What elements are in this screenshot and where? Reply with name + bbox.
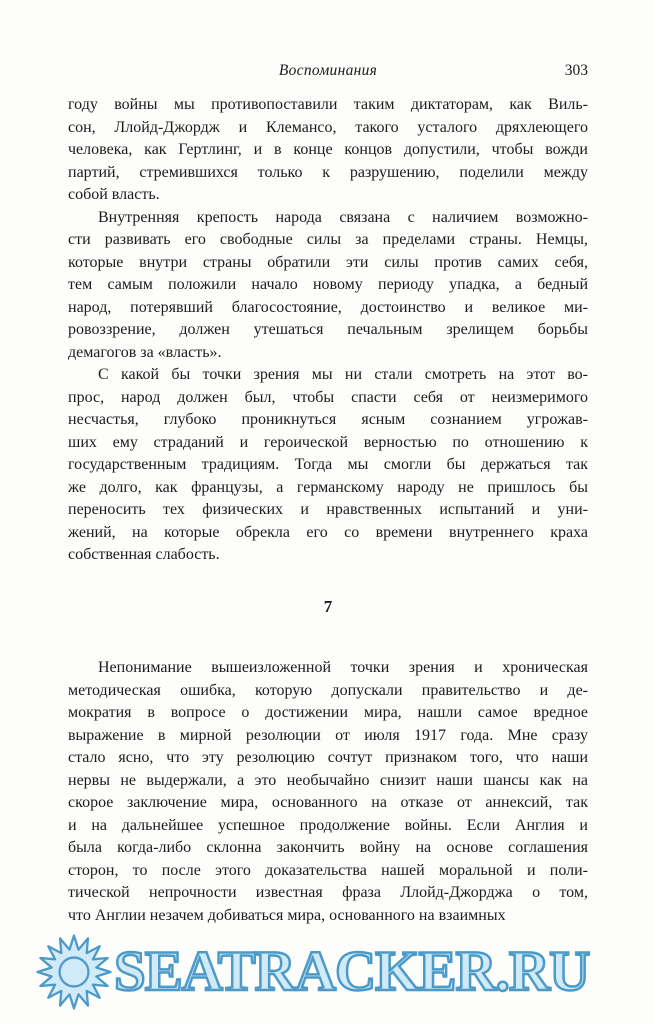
text-line: что Англии незачем добиваться мира, основанного на взаимных xyxy=(68,906,506,924)
section-number: 7 xyxy=(323,596,333,616)
text-line: же долго, как французы, а германскому народу не пришлось бы xyxy=(68,478,588,496)
text-line: собственная слабость. xyxy=(68,546,220,563)
text-line: государственным традициям. Тогда мы смогли бы держаться так xyxy=(68,456,588,473)
text-line: нервы не выдержали, а это необычайно снизит наши шансы как на xyxy=(68,771,588,789)
text-block xyxy=(68,94,588,927)
paragraph xyxy=(68,657,588,927)
text-line: сон, Ллойд-Джордж и Клемансо, такого усталого дряхлеющего xyxy=(68,118,588,136)
text-line: тем самым положили начало новому периоду упадка, а бедный xyxy=(68,276,588,293)
running-head-title: Воспоминания xyxy=(278,62,378,79)
text-line: ровоззрение, должен утешаться печальным зрелищем борьбы xyxy=(68,321,588,338)
paragraph xyxy=(68,207,588,365)
text-line: году войны мы противопоставили таким диктаторам, как Виль- xyxy=(68,96,588,113)
text-line: сти развивать его свободные силы за пределами страны. Немцы, xyxy=(68,231,588,248)
text-line: жений, на которые обрекла его со времени внутреннего краха xyxy=(68,523,588,541)
text-line: сторон, то после этого доказательства нашей моральной и поли- xyxy=(68,861,588,879)
text-line: прос, народ должен был, чтобы спасти себя от неизмеримого xyxy=(68,388,588,406)
text-line: партий, стремившихся только к разрушению, поделили между xyxy=(68,163,588,181)
text-line: Непонимание вышеизложенной точки зрения и хроническая xyxy=(98,659,588,676)
text-line: человека, как Гертлинг, и в конце концов допустили, чтобы вожди xyxy=(68,141,588,158)
running-header xyxy=(68,62,588,82)
paragraph xyxy=(68,364,588,567)
text-line: была когда-либо склонна закончить войну на основе соглашения xyxy=(68,839,588,856)
watermark xyxy=(36,934,589,1010)
text-line: и на дальнейшее успешное продолжение войны. Если Англия и xyxy=(68,816,588,834)
watermark-text: SEATRACKER.RU xyxy=(114,940,590,1003)
sun-burst-icon xyxy=(36,934,112,1010)
text-line: мократия в вопросе о достижении мира, нашли самое вредное xyxy=(68,704,588,721)
text-line: тической непрочности известная фраза Ллойд-Джорджа о том, xyxy=(68,884,588,901)
text-line: Внутренняя крепость народа связана с наличием возможно- xyxy=(98,208,588,226)
text-line: переносить тех физических и нравственных испытаний и уни- xyxy=(68,501,588,518)
text-line: несчастья, глубоко проникнуться ясным сознанием угрожав- xyxy=(68,411,588,428)
text-line: собой власть. xyxy=(68,186,160,203)
text-line: методическая ошибка, которую допускали правительство и де- xyxy=(68,681,588,699)
text-line: выражение в мирной резолюции от июля 1917 года. Мне сразу xyxy=(68,726,588,744)
text-line: скорое заключение мира, основанного на отказе от аннексий, так xyxy=(68,794,588,811)
text-line: демагогов за «власть». xyxy=(68,343,222,361)
text-line: стало ясно, что эту резолюцию сочтут признаком того, что наши xyxy=(68,749,588,766)
text-line: народ, потерявший благосостояние, достоинство и великое ми- xyxy=(68,298,588,316)
paragraph xyxy=(68,94,588,207)
text-line: которые внутри страны обратили эти силы против самих себя, xyxy=(68,253,588,271)
text-line: С какой бы точки зрения мы ни стали смотреть на этот во- xyxy=(98,366,588,383)
text-line: ших ему страданий и героической верностью по отношению к xyxy=(68,433,588,451)
page-number: 303 xyxy=(564,62,588,79)
